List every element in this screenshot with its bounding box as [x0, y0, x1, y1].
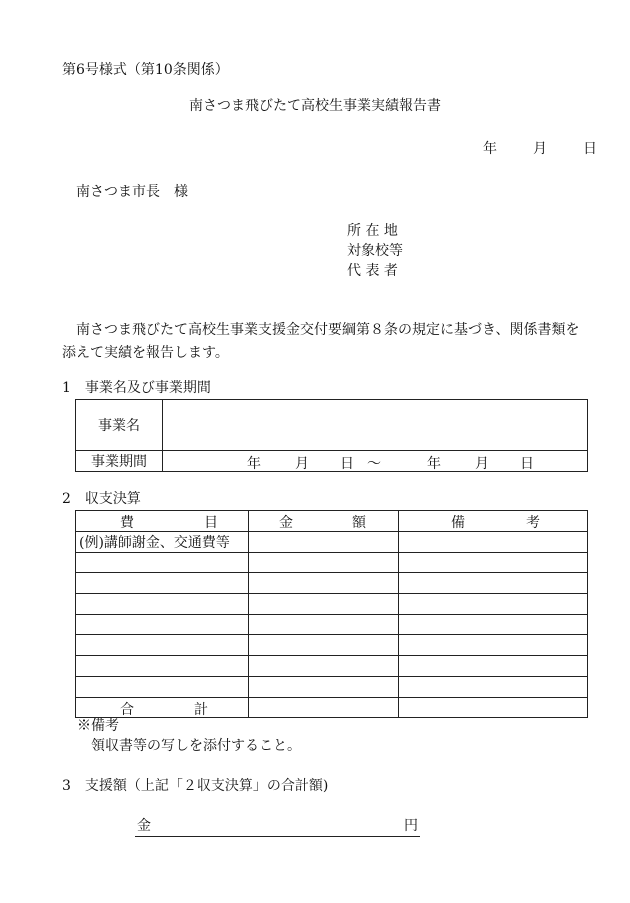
- body-text: 南さつま飛びたて高校生事業支援金交付要綱第８条の規定に基づき、関係書類を添えて実績を報告します。: [62, 322, 580, 361]
- date-line: [483, 141, 597, 158]
- project-name-field[interactable]: [163, 400, 588, 451]
- project-period-field[interactable]: [163, 451, 588, 472]
- period-start-month: 月: [295, 455, 309, 472]
- col-amount-header: 金 額: [249, 511, 399, 532]
- table-row: [76, 573, 588, 594]
- amount-suffix: 円: [404, 818, 418, 834]
- total-remarks-cell[interactable]: [399, 697, 588, 718]
- notes-text: 領収書等の写しを添付すること。: [91, 738, 301, 754]
- period-end-year: 年: [427, 455, 441, 472]
- remarks-cell[interactable]: [399, 552, 588, 573]
- col-item-header: 費 目: [76, 511, 249, 532]
- period-tilde: 〜: [367, 455, 381, 472]
- amount-cell[interactable]: [249, 656, 399, 677]
- table-row: [76, 614, 588, 635]
- section1-heading: 1 事業名及び事業期間: [62, 380, 211, 396]
- form-number: 第6号様式（第10条関係）: [62, 62, 229, 78]
- remarks-cell[interactable]: [399, 614, 588, 635]
- notes-title: ※備考: [77, 718, 119, 734]
- item-cell[interactable]: [76, 573, 249, 594]
- period-end-day: 日: [520, 455, 534, 472]
- total-label: 合 計: [76, 697, 249, 718]
- remarks-cell[interactable]: [399, 676, 588, 697]
- period-start-year: 年: [247, 455, 261, 472]
- project-table: [75, 399, 588, 472]
- addressee: 南さつま市長 様: [76, 184, 188, 200]
- amount-cell[interactable]: [249, 635, 399, 656]
- project-period-label: 事業期間: [76, 451, 163, 472]
- section3-heading: 3 支援額（上記「２収支決算」の合計額): [62, 778, 329, 794]
- representative-label: 代 表 者: [347, 263, 398, 279]
- amount-cell[interactable]: [249, 531, 399, 552]
- table-row: [76, 676, 588, 697]
- total-row: [76, 697, 588, 718]
- table-row: [76, 594, 588, 615]
- remarks-cell[interactable]: [399, 573, 588, 594]
- table-row: [76, 552, 588, 573]
- amount-cell[interactable]: [249, 594, 399, 615]
- budget-header-row: [76, 511, 588, 532]
- item-cell[interactable]: [76, 635, 249, 656]
- amount-prefix: 金: [137, 818, 151, 834]
- total-amount-cell[interactable]: [249, 697, 399, 718]
- amount-cell[interactable]: [249, 573, 399, 594]
- applicant-block: [347, 221, 403, 281]
- document-title: 南さつま飛びたて高校生事業実績報告書: [189, 98, 441, 114]
- example-item: (例)講師謝金、交通費等: [76, 531, 249, 552]
- budget-table: [75, 510, 588, 718]
- col-remarks-header: 備 考: [399, 511, 588, 532]
- project-name-label: 事業名: [76, 400, 163, 451]
- address-label: 所 在 地: [347, 223, 398, 239]
- table-row: [76, 531, 588, 552]
- date-year: 年: [483, 141, 497, 157]
- section2-heading: 2 収支決算: [62, 491, 141, 507]
- item-cell[interactable]: [76, 614, 249, 635]
- item-cell[interactable]: [76, 676, 249, 697]
- amount-cell[interactable]: [249, 614, 399, 635]
- item-cell[interactable]: [76, 594, 249, 615]
- remarks-cell[interactable]: [399, 656, 588, 677]
- item-cell[interactable]: [76, 656, 249, 677]
- school-label: 対象校等: [347, 243, 403, 259]
- date-month: 月: [533, 141, 547, 157]
- support-amount-field[interactable]: [135, 817, 420, 837]
- remarks-cell[interactable]: [399, 594, 588, 615]
- period-end-month: 月: [475, 455, 489, 472]
- table-row: [76, 635, 588, 656]
- amount-cell[interactable]: [249, 676, 399, 697]
- date-day: 日: [583, 141, 597, 157]
- item-cell[interactable]: [76, 552, 249, 573]
- remarks-cell[interactable]: [399, 635, 588, 656]
- table-row: [76, 656, 588, 677]
- period-start-day: 日: [340, 455, 354, 472]
- amount-cell[interactable]: [249, 552, 399, 573]
- remarks-cell[interactable]: [399, 531, 588, 552]
